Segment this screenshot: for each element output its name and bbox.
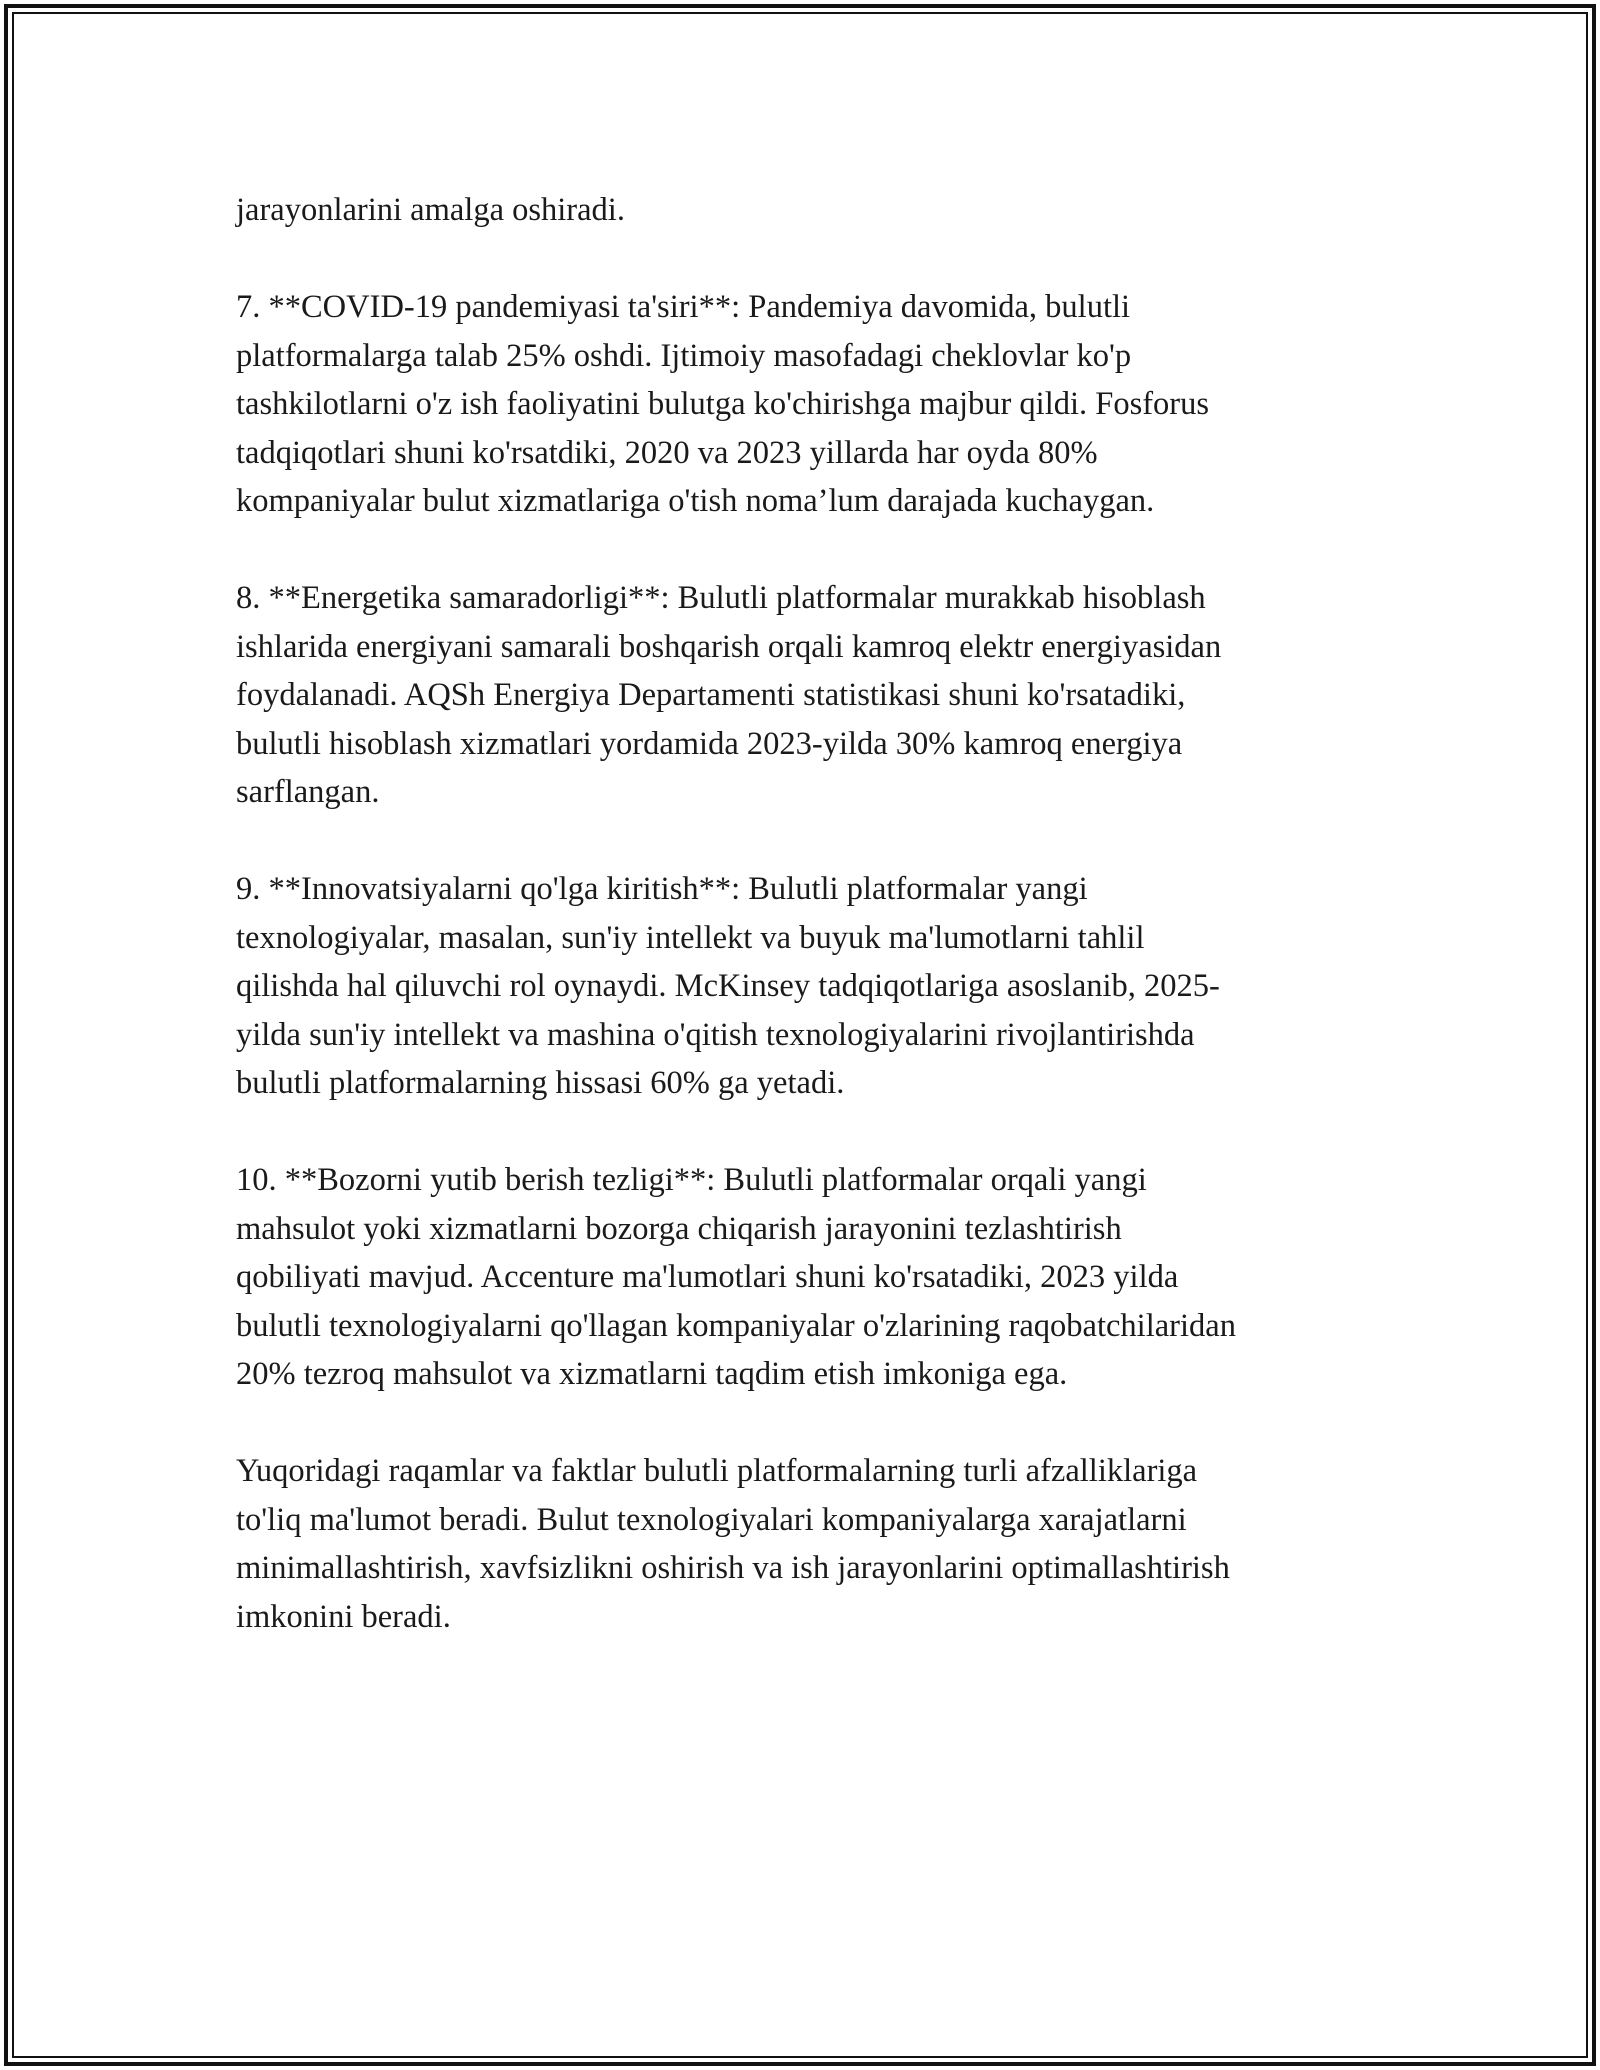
paragraph-item-7: 7. **COVID-19 pandemiyasi ta'siri**: Pandemiya davomida, bulutli platformalarga talab 25% oshdi. Ijtimoiy masofadagi cheklovlar ko'p tashkilotlarni o'z ish faoliyatini bulutga ko'chirishga majbur qildi. Fosforus tadqiqotlari shuni ko'rsatdiki, 2020 va 2023 yillarda har oyda 80% kompaniyalar bulut xizmatlariga o'tish noma’lum darajada kuchaygan. [236, 289, 1210, 519]
paragraph-item-10: 10. **Bozorni yutib berish tezligi**: Bulutli platformalar orqali yangi mahsulot yoki xizmatlarni bozorga chiqarish jarayonini tezlashtirish qobiliyati mavjud. Accenture ma'lumotlari shuni ko'rsatadiki, 2023 yilda bulutli texnologiyalarni qo'llagan kompaniyalar o'zlarining raqobatchilaridan 20% tezroq mahsulot va xizmatlarni taqdim etish imkoniga ega. [236, 1162, 1236, 1392]
paragraph-continuation: jarayonlarini amalga oshiradi. [236, 192, 625, 228]
document-body [236, 186, 1386, 1690]
paragraph-conclusion: Yuqoridagi raqamlar va faktlar bulutli platformalarning turli afzalliklariga to'liq ma'lumot beradi. Bulut texnologiyalari kompaniyalarga xarajatlarni minimallashtirish, xavfsizlikni oshirish va ish jarayonlarini optimallashtirish imkonini beradi. [236, 1453, 1230, 1635]
paragraph-item-8: 8. **Energetika samaradorligi**: Bulutli platformalar murakkab hisoblash ishlarida energiyani samarali boshqarish orqali kamroq elektr energiyasidan foydalanadi. AQSh Energiya Departamenti statistikasi shuni ko'rsatadiki, bulutli hisoblash xizmatlari yordamida 2023-yilda 30% kamroq energiya sarflangan. [236, 580, 1222, 810]
paragraph-item-9: 9. **Innovatsiyalarni qo'lga kiritish**: Bulutli platformalar yangi texnologiyalar, masalan, sun'iy intellekt va buyuk ma'lumotlarni tahlil qilishda hal qiluvchi rol oynaydi. McKinsey tadqiqotlariga asoslanib, 2025- yilda sun'iy intellekt va mashina o'qitish texnologiyalarini rivojlantirishda bulutli platformalarning hissasi 60% ga yetadi. [236, 871, 1220, 1101]
